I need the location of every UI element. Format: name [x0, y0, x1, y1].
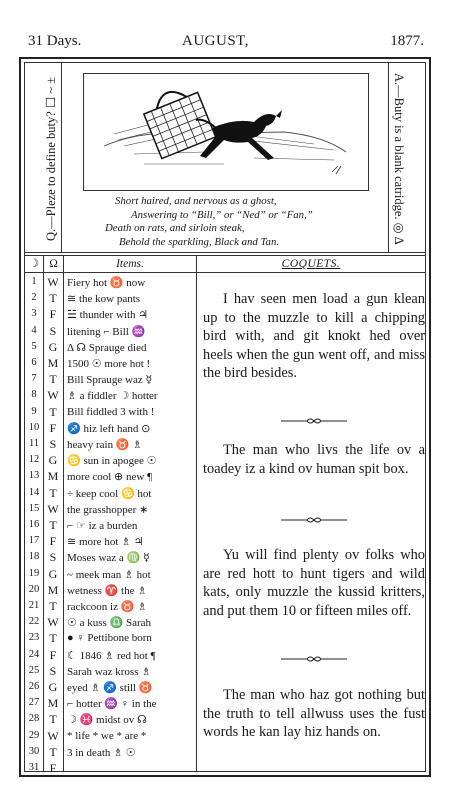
coquet-paragraph: The man who haz got nothing but the truth to tell allwuss uses the fust words he kan lay hiz hands on. — [203, 687, 425, 741]
almanac-item: more cool ⊕ new ¶ — [67, 471, 153, 484]
poem-line: Behold the sparkling, Black and Tan. — [119, 235, 280, 248]
almanac-item: 3 in death ♗ ☉ — [67, 746, 136, 759]
poem — [73, 195, 391, 249]
almanac-item: ● ♀ Pettibone born — [67, 632, 152, 645]
day-number: 30 — [28, 745, 40, 757]
calendar-row — [25, 502, 196, 518]
day-number: 12 — [28, 454, 40, 466]
day-number: 21 — [28, 600, 40, 611]
calendar-row — [25, 486, 196, 502]
day-number: 28 — [28, 713, 40, 725]
almanac-item: 1500 ☉ more hot ! — [67, 358, 151, 370]
calendar-row — [25, 469, 196, 485]
page-frame — [19, 57, 431, 777]
calendar-row — [25, 534, 196, 550]
almanac-item: litening ⌐ Bill ♒ — [67, 325, 146, 338]
weekday-letter: M — [47, 582, 59, 597]
day-number: 3 — [31, 308, 37, 320]
weekday-letter: W — [47, 388, 59, 403]
calendar-row — [25, 372, 196, 388]
calendar-row — [25, 696, 196, 712]
almanac-item: ~ meek man ♗ hot — [67, 568, 151, 581]
calendar-row — [25, 340, 196, 356]
weekday-letter: T — [49, 744, 57, 759]
day-number: 14 — [28, 486, 40, 498]
calendar-row — [25, 518, 196, 534]
almanac-item: eyed ♗ ♐ still ♉ — [67, 682, 153, 694]
weekday-letter: T — [49, 291, 57, 306]
day-number: 10 — [28, 421, 40, 433]
day-number: 20 — [28, 583, 40, 595]
weekday-letter: G — [48, 680, 58, 694]
column-header-moon-icon: ☽ — [25, 256, 43, 273]
weekday-letter: F — [49, 307, 57, 322]
weekday-letter: M — [47, 469, 59, 484]
calendar-row — [25, 567, 196, 583]
day-number: 25 — [28, 664, 40, 676]
calendar-row — [25, 583, 196, 599]
day-number: 1 — [31, 276, 37, 287]
day-number: 9 — [31, 405, 37, 417]
day-number: 23 — [28, 632, 40, 644]
almanac-item: Bill Sprauge waz ☿ — [67, 374, 153, 387]
calendar-section — [25, 256, 425, 775]
weekday-letter: S — [49, 663, 57, 678]
almanac-item: rackcoon iz ♉ ♗ — [67, 601, 148, 613]
ornament-divider — [279, 510, 349, 520]
month-title: AUGUST, — [182, 33, 249, 49]
almanac-item: ≅ the kow pants — [67, 293, 141, 306]
calendar-row — [25, 324, 196, 340]
calendar-row — [25, 599, 196, 615]
calendar-row — [25, 291, 196, 307]
weekday-letter: F — [49, 534, 57, 549]
calendar-row — [25, 761, 196, 777]
weekday-letter: F — [49, 647, 57, 662]
weekday-letter: W — [47, 615, 59, 630]
almanac-item: the grasshopper ∗ — [67, 503, 149, 516]
calendar-row — [25, 550, 196, 566]
weekday-letter: F — [49, 420, 57, 435]
weekday-letter: M — [47, 356, 59, 370]
calendar-row — [25, 356, 196, 372]
almanac-item: ♋ sun in apogee ☉ — [67, 455, 157, 468]
day-number: 19 — [28, 567, 40, 579]
weekday-letter: W — [47, 275, 59, 289]
day-number: 11 — [28, 438, 40, 449]
question-column — [25, 63, 62, 253]
almanac-item: ☾ 1846 ♗ red hot ¶ — [67, 649, 156, 662]
weekday-letter: T — [49, 404, 57, 419]
weekday-letter: W — [47, 501, 59, 516]
weekday-letter: G — [48, 339, 58, 354]
weekday-letter: W — [47, 728, 59, 743]
poem-line: Death on rats, and sirloin steak, — [105, 222, 245, 234]
calendar-row — [25, 275, 196, 291]
calendar-row — [25, 421, 196, 437]
day-number: 18 — [28, 551, 40, 563]
weekday-letter: T — [49, 599, 57, 613]
ornament-divider — [279, 411, 349, 421]
calendar-row — [25, 437, 196, 453]
day-number: 15 — [28, 502, 40, 514]
question-text: Q.—Pleze to define buty? ☐ ~ ± — [44, 76, 58, 241]
day-number: 5 — [31, 340, 37, 352]
column-header-omega-icon: Ω — [43, 256, 63, 273]
day-number: 8 — [31, 389, 37, 401]
dog-and-basket-illustration — [84, 74, 368, 190]
weekday-letter: S — [49, 550, 57, 565]
day-number: 29 — [28, 729, 40, 741]
day-number: 4 — [31, 324, 37, 336]
almanac-item: ☱ thunder with ♃ — [67, 309, 149, 322]
day-number: 26 — [28, 681, 40, 692]
almanac-item: wetness ♈ the ♗ — [67, 584, 148, 597]
almanac-item: Δ ☊ Sprauge died — [67, 341, 147, 354]
calendar-row — [25, 729, 196, 745]
calendar-row — [25, 405, 196, 421]
weekday-letter: S — [49, 437, 57, 451]
weekday-letter: T — [49, 372, 57, 387]
answer-column — [388, 63, 425, 253]
day-number: 17 — [28, 535, 40, 547]
calendar-row — [25, 648, 196, 664]
day-number: 22 — [28, 616, 40, 628]
year-label: 1877. — [390, 33, 424, 49]
almanac-item: ⌐ ☞ iz a burden — [67, 520, 138, 532]
almanac-item: ☉ a kuss ♎ Sarah — [67, 617, 152, 630]
coquet-paragraph: I hav seen men load a gun klean up to the muzzle to kill a chipping bird with, and git knokt hed over heels when the gun went off, and miss the bird besides. — [203, 291, 425, 382]
weekday-letter: G — [48, 566, 58, 581]
weekday-letter: G — [48, 453, 58, 468]
column-header-coquets: COQUETS. — [196, 256, 425, 273]
ornament-divider — [279, 649, 349, 659]
page-inner-frame — [24, 62, 426, 775]
day-number: 16 — [28, 519, 40, 530]
poem-line: Answering to “Bill,” or “Ned” or “Fan,” — [131, 208, 313, 221]
weekday-letter: M — [47, 696, 59, 711]
weekday-letter: T — [49, 631, 57, 646]
column-header-items: Items. — [63, 256, 196, 273]
weekday-letter: T — [49, 485, 57, 500]
almanac-item: Sarah waz kross ♗ — [67, 665, 152, 678]
poem-line: Short haired, and nervous as a ghost, — [115, 195, 277, 207]
almanac-item: Bill fiddled 3 with ! — [67, 405, 155, 418]
calendar-row — [25, 664, 196, 680]
column-rule — [196, 256, 197, 771]
calendar-row — [25, 615, 196, 631]
day-number: 2 — [31, 292, 37, 304]
illustration-panel — [25, 63, 425, 253]
almanac-item: ♐ hiz left hand ⊙ — [67, 422, 151, 435]
almanac-item: ☽ ♓ midst ov ☊ — [67, 714, 147, 727]
almanac-item: ♗ a fiddler ☽ hotter — [67, 390, 158, 403]
calendar-row — [25, 453, 196, 469]
day-number: 31 — [28, 762, 40, 773]
almanac-item: * life * we * are * — [67, 729, 147, 742]
almanac-item: ⌐ hotter ♒ ♀ in the — [67, 698, 157, 711]
calendar-row — [25, 680, 196, 696]
coquet-paragraph: The man who livs the life ov a toadey iz a kind ov human spit box. — [203, 442, 425, 477]
calendar-row — [25, 631, 196, 647]
day-number: 24 — [28, 648, 40, 660]
answer-text: A.—Buty is a blank catridge. ◎ Δ — [392, 73, 406, 245]
page-header — [22, 33, 430, 53]
weekday-letter: F — [49, 761, 57, 775]
dog-engraving — [83, 73, 369, 191]
almanac-item: Fiery hot ♉ now — [67, 277, 146, 289]
day-number: 27 — [28, 697, 40, 709]
almanac-item: ≅ more hot ♗ ♃ — [67, 536, 144, 549]
calendar-row — [25, 745, 196, 761]
weekday-letter: S — [49, 323, 57, 338]
almanac-item: ÷ keep cool ♋ hot — [67, 487, 152, 500]
weekday-letter: T — [49, 518, 57, 532]
day-number: 13 — [28, 470, 40, 482]
almanac-item: Moses waz a ♍ ☿ — [67, 552, 150, 565]
days-count: 31 Days. — [28, 33, 82, 49]
day-number: 6 — [31, 357, 37, 368]
almanac-item: heavy rain ♉ ♗ — [67, 439, 143, 451]
day-number: 7 — [31, 373, 37, 385]
calendar-row — [25, 388, 196, 404]
weekday-letter: T — [49, 712, 57, 727]
coquet-paragraph: Yu will find plenty ov folks who are red hott to hunt tigers and wild kats, only muzzle the kussid kritters, and put them 10 or fifteen miles off. — [203, 547, 425, 619]
calendar-row — [25, 712, 196, 728]
calendar-row — [25, 307, 196, 323]
